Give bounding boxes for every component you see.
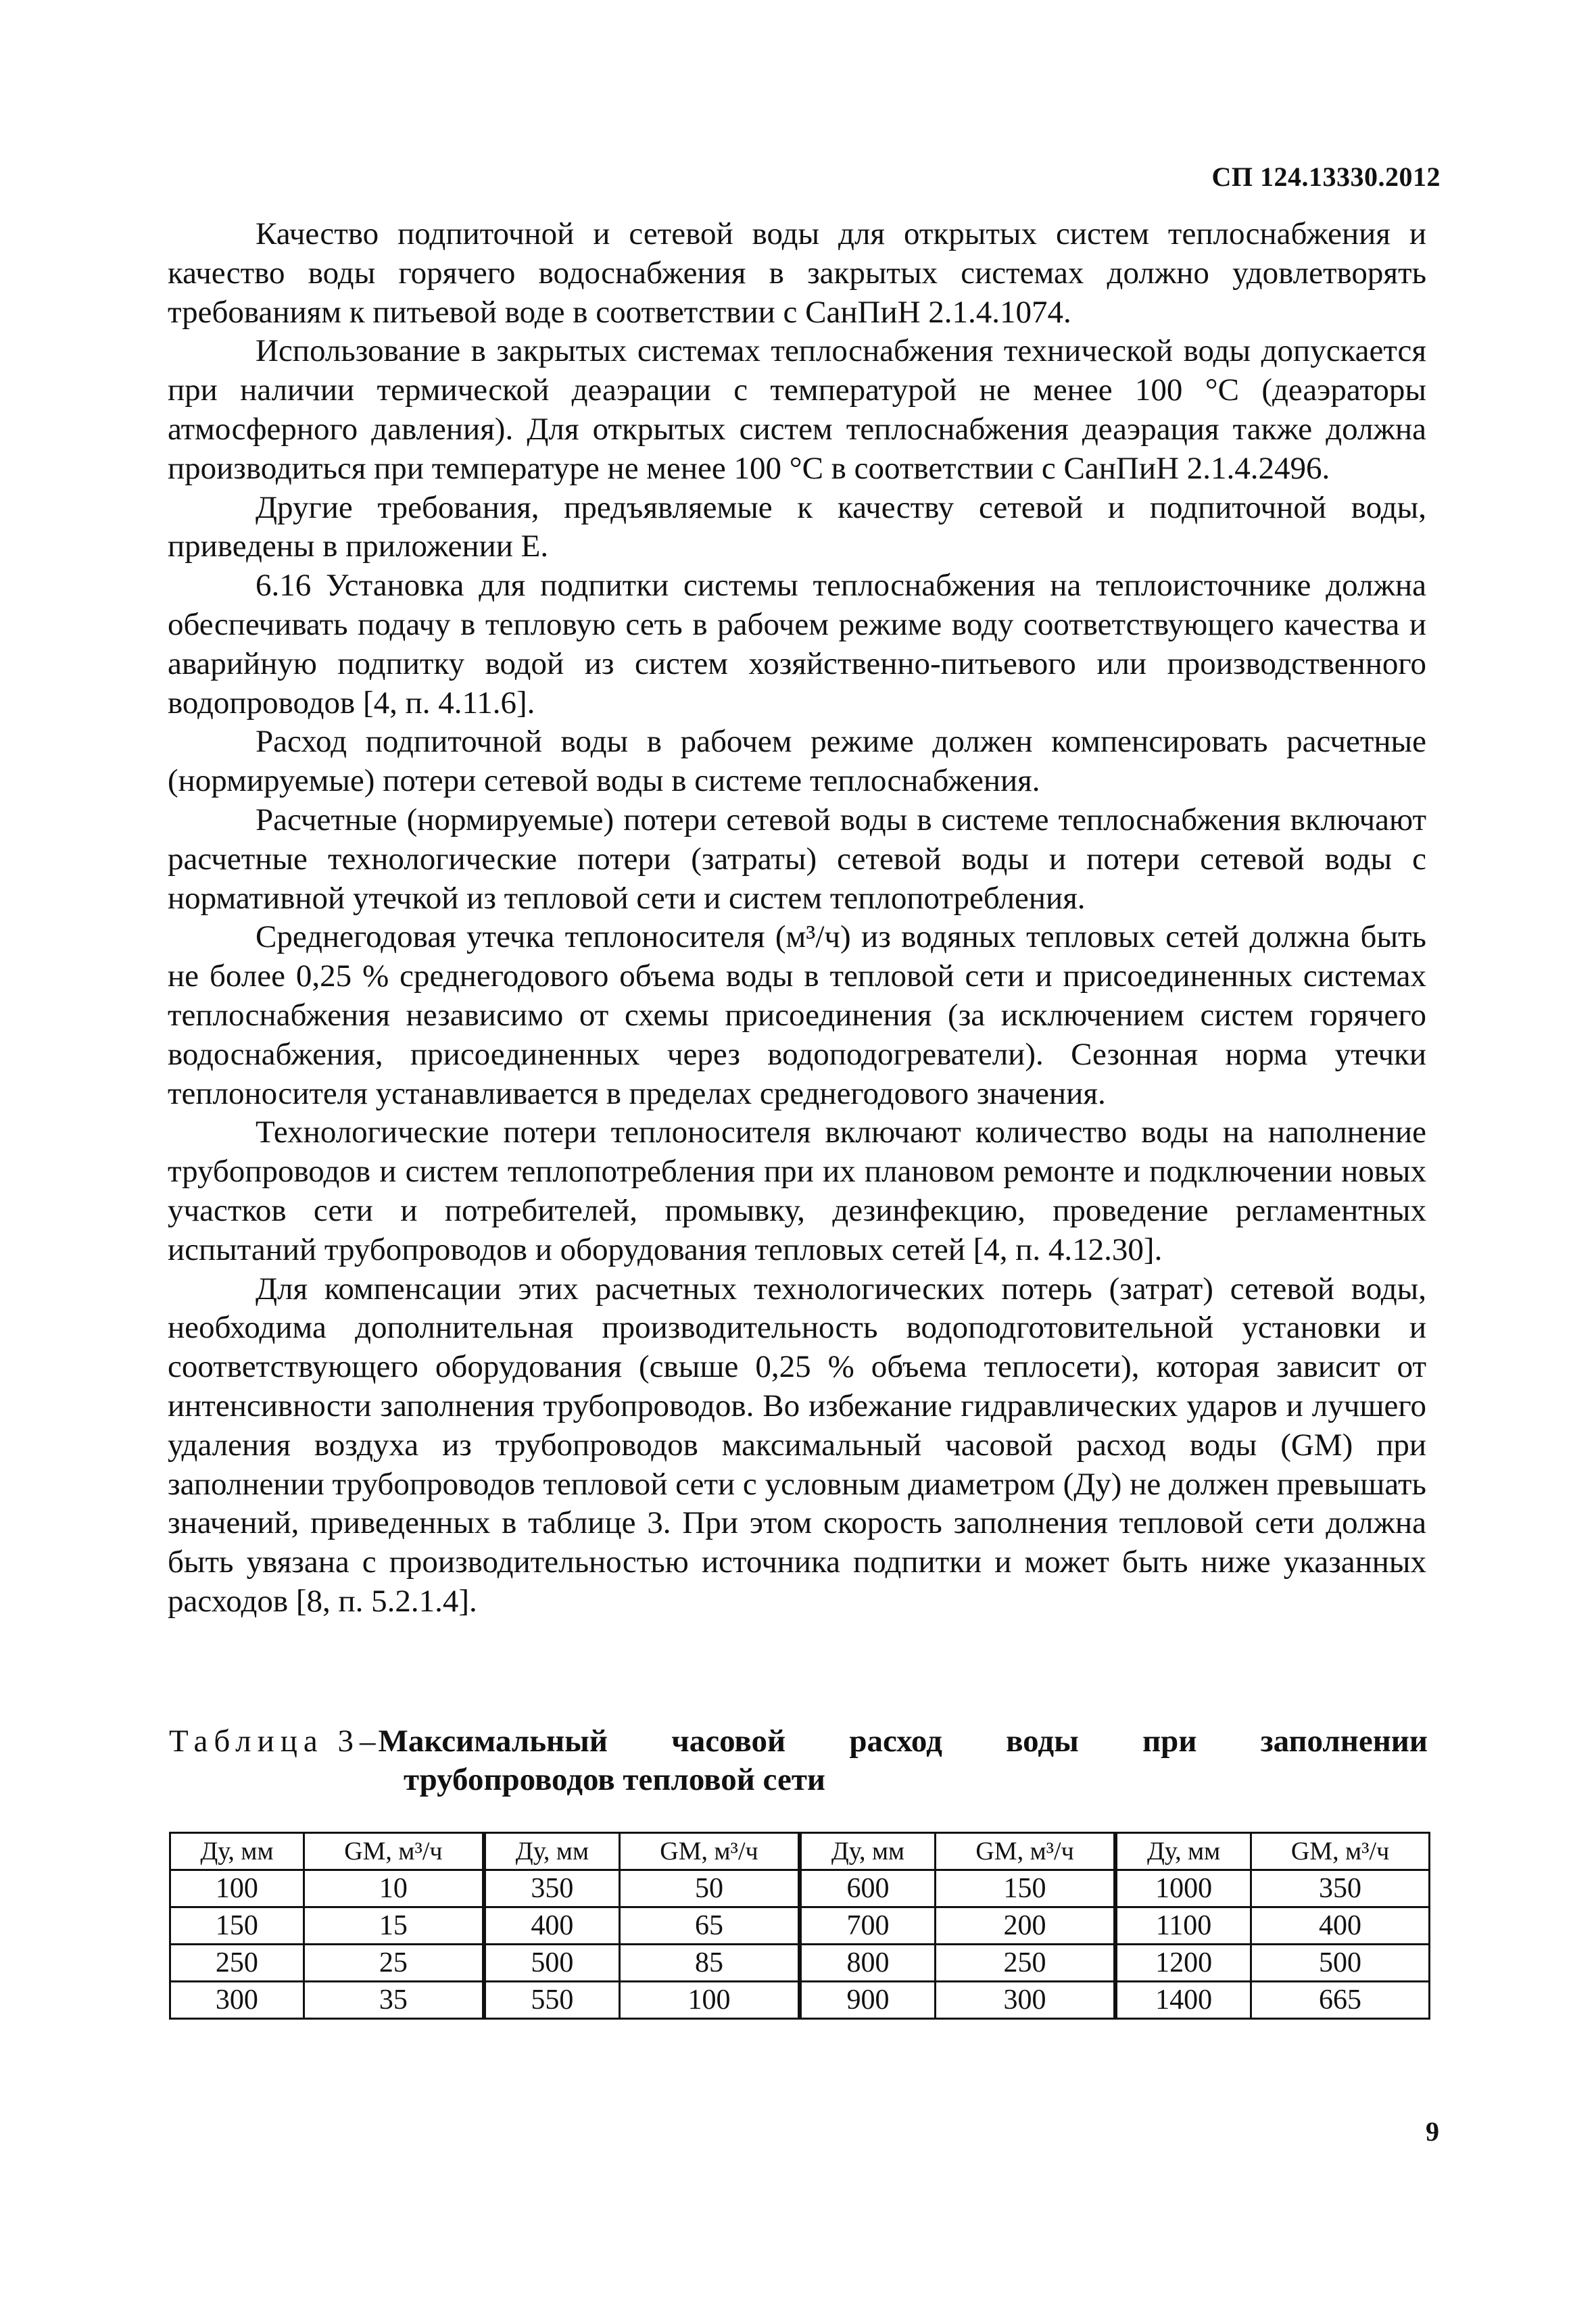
table-title-line2: трубопроводов тепловой сети — [404, 1762, 826, 1797]
table-cell: 500 — [1251, 1945, 1430, 1982]
header-cell: GМ, м³/ч — [304, 1833, 484, 1870]
paragraph: 6.16 Установка для подпитки системы теплоснабжения на теплоисточнике должна обеспечивать подачу в тепловую сеть в рабочем режиме воду соответствующего качества и аварийную подпитку водой из систем хозяйственно-питьевого или производственного водопроводов [4, п. 4.11.6]. — [168, 568, 1426, 721]
page-number: 9 — [1426, 2116, 1439, 2147]
table-cell: 100 — [170, 1870, 304, 1907]
table-cell: 700 — [800, 1907, 936, 1945]
table-cell: 1400 — [1115, 1982, 1251, 2019]
table-row — [170, 1907, 1430, 1945]
table-cell: 350 — [484, 1870, 620, 1907]
header-cell: GМ, м³/ч — [936, 1833, 1116, 1870]
table-cell: 150 — [170, 1907, 304, 1945]
table-cell: 600 — [800, 1870, 936, 1907]
header-cell: Ду, мм — [1115, 1833, 1251, 1870]
header-cell: Ду, мм — [484, 1833, 620, 1870]
table-label: Таблица 3 — [169, 1724, 360, 1759]
table-cell: 300 — [170, 1982, 304, 2019]
header-cell: Ду, мм — [800, 1833, 936, 1870]
table-cell: 250 — [170, 1945, 304, 1982]
table-caption-dash: – — [360, 1724, 376, 1759]
table-cell: 1000 — [1115, 1870, 1251, 1907]
table-cell: 35 — [304, 1982, 484, 2019]
table-cell: 150 — [936, 1870, 1116, 1907]
paragraph: Качество подпиточной и сетевой воды для открытых систем теплоснабжения и качество воды горячего водоснабжения в закрытых системах должно удовлетворять требованиям к питьевой воде в соответствии с СанПиН 2.1.4.1074. — [168, 216, 1426, 330]
header-cell: GМ, м³/ч — [1251, 1833, 1430, 1870]
table-cell: 100 — [619, 1982, 800, 2019]
table-row — [170, 1945, 1430, 1982]
table-cell: 400 — [484, 1907, 620, 1945]
header-cell: Ду, мм — [170, 1833, 304, 1870]
table-cell: 1100 — [1115, 1907, 1251, 1945]
table-caption — [169, 1722, 1428, 1799]
table-cell: 15 — [304, 1907, 484, 1945]
paragraph: Среднегодовая утечка теплоносителя (м³/ч) из водяных тепловых сетей должна быть не более 0,25 % среднегодового объема воды в тепловой сети и присоединенных системах теплоснабжения независимо от схемы присоединения (за исключением систем горячего водоснабжения, присоединенных через водоподогреватели). Сезонная норма утечки теплоносителя устанавливается в пределах среднегодового значения. — [168, 919, 1426, 1111]
body-text — [168, 215, 1426, 1622]
paragraph: Технологические потери теплоносителя включают количество воды на наполнение трубопроводов и систем теплопотребления при их плановом ремонте и подключении новых участков сети и потребителей, промывку, дезинфекцию, проведение регламентных испытаний трубопроводов и оборудования тепловых сетей [4, п. 4.12.30]. — [168, 1115, 1426, 1267]
table-cell: 400 — [1251, 1907, 1430, 1945]
table-cell: 85 — [619, 1945, 800, 1982]
table-cell: 800 — [800, 1945, 936, 1982]
table-cell: 500 — [484, 1945, 620, 1982]
paragraph: Для компенсации этих расчетных технологических потерь (затрат) сетевой воды, необходима дополнительная производительность водоподготовительной установки и соответствующего оборудования (свыше 0,25 % объема теплосети), которая зависит от интенсивности заполнения трубопроводов. Во избежание гидравлических ударов и лучшего удаления воздуха из трубопроводов максимальный часовой расход воды (GМ) при заполнении трубопроводов тепловой сети с условным диаметром (Ду) не должен превышать значений, приведенных в таблице 3. При этом скорость заполнения тепловой сети должна быть увязана с производительностью источника подпитки и может быть ниже указанных расходов [8, п. 5.2.1.4]. — [168, 1271, 1426, 1619]
paragraph: Другие требования, предъявляемые к качеству сетевой и подпиточной воды, приведены в приложении Е. — [168, 489, 1426, 564]
table-cell: 900 — [800, 1982, 936, 2019]
table-cell: 65 — [619, 1907, 800, 1945]
table-cell: 50 — [619, 1870, 800, 1907]
table-title-word: расход — [849, 1724, 942, 1759]
table-cell: 25 — [304, 1945, 484, 1982]
table-cell: 665 — [1251, 1982, 1430, 2019]
table-cell: 350 — [1251, 1870, 1430, 1907]
table-row — [170, 1870, 1430, 1907]
paragraph: Расход подпиточной воды в рабочем режиме должен компенсировать расчетные (нормируемые) потери сетевой воды в системе теплоснабжения. — [168, 724, 1426, 799]
table-row — [170, 1982, 1430, 2019]
paragraph: Использование в закрытых системах теплоснабжения технической воды допускается при наличии термической деаэрации с температурой не менее 100 °С (деаэраторы атмосферного давления). Для открытых систем теплоснабжения деаэрация также должна производиться при температуре не менее 100 °С в соответствии с СанПиН 2.1.4.2496. — [168, 333, 1426, 486]
table-title-word: Максимальный — [378, 1724, 608, 1759]
header-cell: GМ, м³/ч — [619, 1833, 800, 1870]
table-cell: 10 — [304, 1870, 484, 1907]
table-cell: 200 — [936, 1907, 1116, 1945]
table-title-line1 — [379, 1722, 1428, 1761]
table-cell: 550 — [484, 1982, 620, 2019]
table-header-row — [170, 1833, 1430, 1870]
table-title-word: воды — [1006, 1724, 1079, 1759]
table-cell: 1200 — [1115, 1945, 1251, 1982]
table-title-word: заполнении — [1260, 1724, 1428, 1759]
flow-rate-table — [169, 1832, 1430, 2020]
table-title-word: при — [1142, 1724, 1197, 1759]
table-cell: 250 — [936, 1945, 1116, 1982]
table-cell: 300 — [936, 1982, 1116, 2019]
paragraph: Расчетные (нормируемые) потери сетевой воды в системе теплоснабжения включают расчетные технологические потери (затраты) сетевой воды и потери сетевой воды с нормативной утечкой из тепловой сети и систем теплопотребления. — [168, 802, 1426, 916]
table-title-word: часовой — [671, 1724, 786, 1759]
document-code: СП 124.13330.2012 — [1211, 162, 1441, 192]
